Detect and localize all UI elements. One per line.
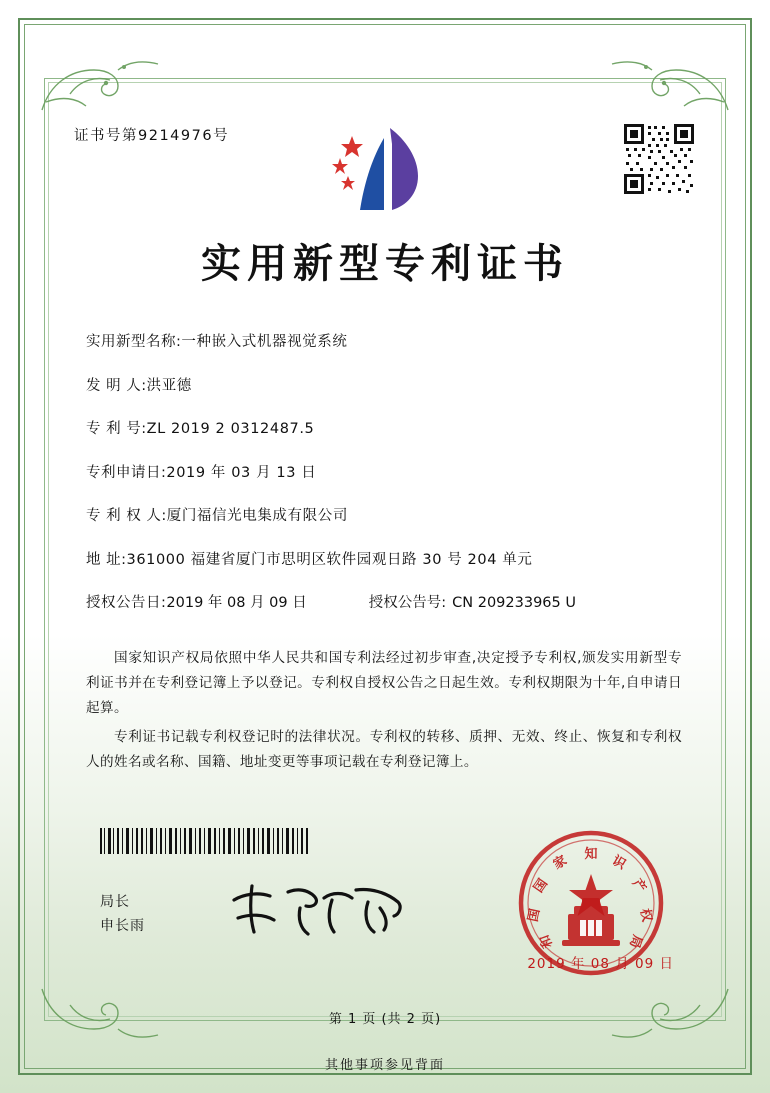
director-label: 局长 <box>100 894 130 910</box>
barcode-icon <box>100 828 310 854</box>
field-address <box>86 548 686 569</box>
patent-office-logo-icon <box>326 118 446 218</box>
field-value-grant-date: 2019 年 08 月 09 日 <box>166 595 307 611</box>
certificate-fields <box>86 330 686 635</box>
field-value: 厦门福信光电集成有限公司 <box>166 508 348 524</box>
director-signature-block <box>100 890 145 938</box>
field-label: 地 址: <box>86 551 127 568</box>
svg-text:识: 识 <box>609 853 629 873</box>
handwritten-signature-icon <box>228 878 408 940</box>
field-label: 专 利 权 人: <box>86 508 167 524</box>
field-inventor <box>86 374 686 395</box>
page-title: 实用新型专利证书 <box>201 240 569 287</box>
svg-text:国: 国 <box>525 907 544 924</box>
field-label: 实用新型名称: <box>86 334 182 350</box>
corner-ornament-top-left-icon <box>40 54 160 112</box>
field-value: ZL 2019 2 0312487.5 <box>146 421 315 437</box>
svg-text:产: 产 <box>628 876 649 896</box>
svg-text:权: 权 <box>636 907 655 924</box>
page-number: 第 1 页 (共 2 页) <box>328 1012 442 1027</box>
svg-text:家: 家 <box>550 853 570 873</box>
field-value: 一种嵌入式机器视觉系统 <box>181 334 348 350</box>
svg-text:和: 和 <box>537 932 556 950</box>
corner-ornament-top-right-icon <box>610 54 730 112</box>
field-label: 专 利 号: <box>86 421 147 437</box>
field-label: 专利申请日: <box>86 464 167 481</box>
certificate-number: 证书号第9214976号 <box>74 128 230 144</box>
field-value: 2019 年 03 月 13 日 <box>166 464 317 481</box>
field-value: 洪亚德 <box>146 377 192 394</box>
field-value-grant-number: CN 209233965 U <box>452 595 576 611</box>
field-value: 361000 福建省厦门市思明区软件园观日路 30 号 204 单元 <box>126 551 533 568</box>
field-grant-row <box>86 591 686 612</box>
field-application-date <box>86 461 686 482</box>
svg-text:局: 局 <box>626 932 645 950</box>
field-label-grant-number: 授权公告号: <box>368 595 447 611</box>
field-patentee <box>86 504 686 525</box>
field-utility-model-name <box>86 330 686 351</box>
seal-date: 2019 年 08 月 09 日 <box>527 956 674 972</box>
footer-note: 其他事项参见背面 <box>324 1058 445 1073</box>
director-name: 申长雨 <box>100 918 145 934</box>
paragraph-1: 国家知识产权局依照中华人民共和国专利法经过初步审查,决定授予专利权,颁发实用新型专利证书并在专利登记簿上予以登记。专利权自授权公告之日起生效。专利权期限为十年,自申请日起算。 <box>86 650 682 716</box>
field-label: 发 明 人: <box>86 377 147 394</box>
paragraph-2: 专利证书记载专利权登记时的法律状况。专利权的转移、质押、无效、终止、恢复和专利权人的姓名或名称、国籍、地址变更等事项记载在专利登记簿上。 <box>86 729 682 770</box>
qr-code-icon <box>622 122 696 196</box>
svg-text:知: 知 <box>584 847 598 862</box>
field-patent-number <box>86 417 686 438</box>
field-label-grant-date: 授权公告日: <box>86 595 167 611</box>
body-paragraphs <box>86 646 682 779</box>
svg-text:国: 国 <box>531 876 552 896</box>
